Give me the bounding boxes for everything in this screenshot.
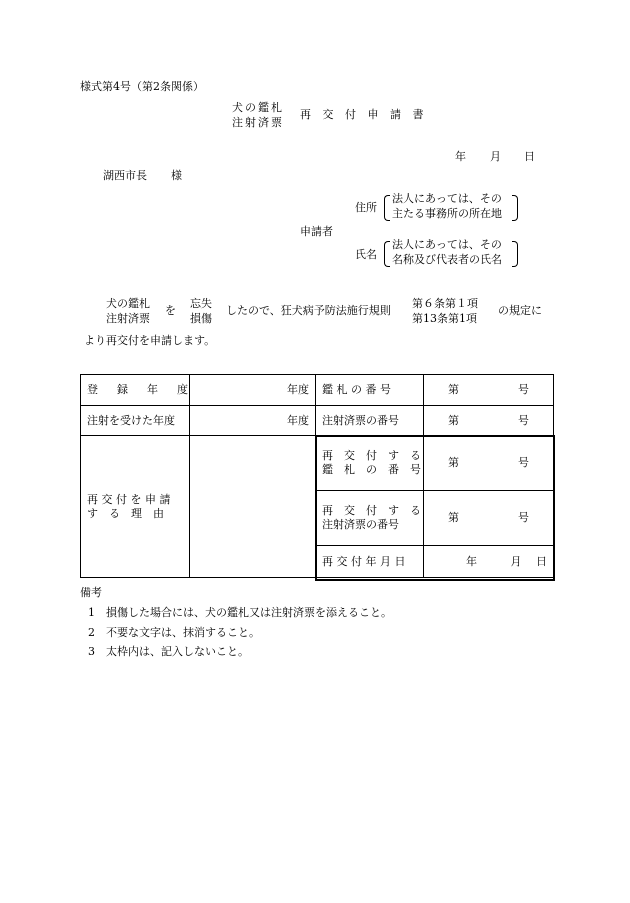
addressee-honorific: 様 <box>171 169 182 182</box>
table-row <box>81 406 554 436</box>
option-article-6: 第６条第１項 <box>412 297 478 310</box>
license-number-field[interactable]: 第 号 <box>424 375 554 406</box>
option-damaged: 損傷 <box>190 312 212 325</box>
registration-year-label: 登 録 年 度 <box>81 375 190 406</box>
license-number-label: 鑑 札 の 番 号 <box>316 375 424 406</box>
title-item-vaccine-tag: 注射済票 <box>232 116 284 129</box>
date-year: 年 <box>455 150 466 163</box>
name-bracket-right <box>512 241 518 267</box>
reissue-license-number-field: 第 号 <box>424 436 554 491</box>
addressee-name: 湖西市長 <box>103 169 147 182</box>
reason-label: 再 交 付 を 申 請 す る 理 由 <box>81 436 190 578</box>
table-row <box>81 375 554 406</box>
reason-field[interactable] <box>190 436 316 578</box>
date-day: 日 <box>524 150 535 163</box>
form-id: 様式第4号（第2条関係） <box>80 80 204 93</box>
reissue-vaccine-tag-number-field: 第 号 <box>424 491 554 546</box>
name-label: 氏名 <box>355 248 377 261</box>
particle-wo: を <box>165 304 176 317</box>
table-row <box>81 436 554 491</box>
applicant-label: 申請者 <box>300 225 333 238</box>
registration-year-field[interactable]: 年度 <box>190 375 316 406</box>
option-article-13: 第13条第1項 <box>412 312 477 325</box>
vaccine-tag-number-field[interactable]: 第 号 <box>424 406 554 436</box>
address-note-line2: 主たる事務所の所在地 <box>392 207 502 220</box>
notes-heading: 備考 <box>80 586 102 599</box>
option-vaccine-tag: 注射済票 <box>106 312 150 325</box>
option-license: 犬の鑑札 <box>106 297 150 310</box>
date-month: 月 <box>490 150 501 163</box>
address-bracket-left <box>384 195 390 221</box>
reissue-license-number-label: 再 交 付 す る 鑑 札 の 番 号 <box>316 436 424 491</box>
name-note-line1: 法人にあっては、その <box>392 238 502 251</box>
list-item: 2 不要な文字は、抹消すること。 <box>88 626 260 639</box>
body-end-text: の規定に <box>498 304 542 317</box>
vaccination-year-field[interactable]: 年度 <box>190 406 316 436</box>
title-item-license: 犬の鑑札 <box>232 101 284 114</box>
body-middle-text: したので、狂犬病予防法施行規則 <box>226 304 391 317</box>
page-title: 再 交 付 申 請 書 <box>300 108 428 121</box>
address-label: 住所 <box>355 201 377 214</box>
reissue-vaccine-tag-number-label: 再 交 付 す る 注射済票の番号 <box>316 491 424 546</box>
reissue-date-label: 再 交 付 年 月 日 <box>316 546 424 578</box>
list-item: 1 損傷した場合には、犬の鑑札又は注射済票を添えること。 <box>88 606 392 619</box>
name-note-line2: 名称及び代表者の氏名 <box>392 253 502 266</box>
vaccine-tag-number-label: 注射済票の番号 <box>316 406 424 436</box>
application-table <box>80 374 554 578</box>
name-bracket-left <box>384 241 390 267</box>
option-lost: 忘失 <box>190 297 212 310</box>
list-item: 3 太枠内は、記入しないこと。 <box>88 645 249 658</box>
body-line2: より再交付を申請します。 <box>84 334 216 347</box>
reissue-date-field: 年 月 日 <box>424 546 554 578</box>
vaccination-year-label: 注射を受けた年度 <box>81 406 190 436</box>
address-bracket-right <box>512 195 518 221</box>
address-note-line1: 法人にあっては、その <box>392 192 502 205</box>
